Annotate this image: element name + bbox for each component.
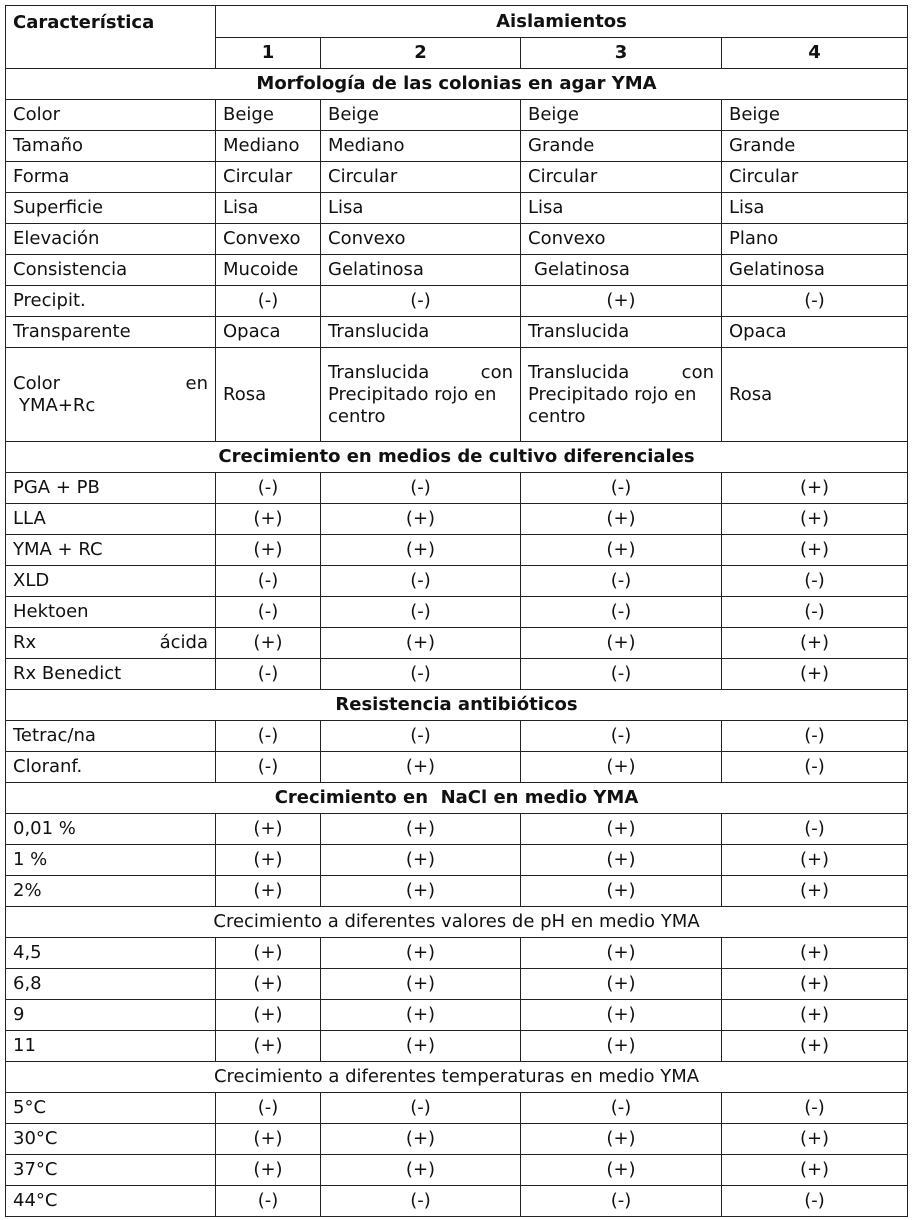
table-row [6, 1155, 908, 1186]
table-row [6, 752, 908, 783]
table-row [6, 535, 908, 566]
cell-isolate-4: (+) [722, 845, 908, 876]
row-label: PGA + PB [6, 473, 216, 504]
cell-isolate-2: (-) [321, 721, 521, 752]
cell-isolate-2: (+) [321, 969, 521, 1000]
table-row [6, 131, 908, 162]
cell-isolate-3: (+) [521, 504, 722, 535]
row-label: 6,8 [6, 969, 216, 1000]
cell-isolate-2: (+) [321, 504, 521, 535]
row-label: Tetrac/na [6, 721, 216, 752]
row-label: 1 % [6, 845, 216, 876]
row-label: 44°C [6, 1186, 216, 1217]
cell-isolate-3: Grande [521, 131, 722, 162]
cell-isolate-4: (+) [722, 876, 908, 907]
cell-isolate-2: (-) [321, 286, 521, 317]
cell-isolate-3: (-) [521, 566, 722, 597]
table-row [6, 100, 908, 131]
cell-isolate-4: Gelatinosa [722, 255, 908, 286]
cell-isolate-4: Beige [722, 100, 908, 131]
cell-isolate-3: (-) [521, 659, 722, 690]
cell-isolate-2: (+) [321, 814, 521, 845]
cell-isolate-3: Translucida [521, 317, 722, 348]
cell-isolate-4: (+) [722, 659, 908, 690]
row-label: 2% [6, 876, 216, 907]
section-nacl-title: Crecimiento en NaCl en medio YMA [6, 783, 908, 814]
cell-isolate-4: (+) [722, 1124, 908, 1155]
table-row [6, 224, 908, 255]
table-row [6, 255, 908, 286]
row-label [6, 348, 216, 442]
cell-isolate-4: (+) [722, 1155, 908, 1186]
cell-isolate-1: (-) [216, 1186, 321, 1217]
cell-isolate-2: (-) [321, 597, 521, 628]
cell-isolate-3: (-) [521, 473, 722, 504]
isolate-2-header: 2 [321, 38, 521, 69]
cell-isolate-4: (-) [722, 752, 908, 783]
cell-isolate-3: (+) [521, 1000, 722, 1031]
cell-isolate-1: (+) [216, 1000, 321, 1031]
cell-isolate-3: (-) [521, 1093, 722, 1124]
cell-isolate-4: (+) [722, 969, 908, 1000]
isolates-header: Aislamientos [216, 6, 908, 38]
row-label: 0,01 % [6, 814, 216, 845]
cell-isolate-2: Beige [321, 100, 521, 131]
cell-isolate-1: (+) [216, 845, 321, 876]
cell-isolate-3: (+) [521, 752, 722, 783]
row-label: Rx ácida [6, 628, 216, 659]
cell-isolate-2: (+) [321, 938, 521, 969]
cell-isolate-4: (+) [722, 535, 908, 566]
table-row [6, 1000, 908, 1031]
table-row [6, 1124, 908, 1155]
cell-isolate-4: Grande [722, 131, 908, 162]
cell-isolate-2: (-) [321, 1093, 521, 1124]
cell-isolate-1: (-) [216, 597, 321, 628]
cell-isolate-4: Circular [722, 162, 908, 193]
cell-isolate-1: Beige [216, 100, 321, 131]
cell-isolate-4: (+) [722, 628, 908, 659]
cell-isolate-4: (-) [722, 1186, 908, 1217]
cell-isolate-1: (+) [216, 814, 321, 845]
characterization-table [5, 5, 908, 1217]
cell-isolate-1: (+) [216, 535, 321, 566]
cell-isolate-3: Translucida con Precipitado rojo en centro [521, 348, 722, 442]
table-row [6, 628, 908, 659]
row-label: XLD [6, 566, 216, 597]
cell-isolate-2: Translucida con Precipitado rojo en centro [321, 348, 521, 442]
table-row [6, 193, 908, 224]
cell-isolate-4: (-) [722, 566, 908, 597]
section-temperature-title: Crecimiento a diferentes temperaturas en medio YMA [6, 1062, 908, 1093]
cell-isolate-4: (+) [722, 1000, 908, 1031]
table-row [6, 1186, 908, 1217]
cell-isolate-2: Convexo [321, 224, 521, 255]
section-morphology-title: Morfología de las colonias en agar YMA [6, 69, 908, 100]
cell-isolate-1: (+) [216, 1031, 321, 1062]
table-row [6, 473, 908, 504]
cell-isolate-1: (+) [216, 938, 321, 969]
cell-isolate-1: (+) [216, 628, 321, 659]
cell-isolate-3: (+) [521, 876, 722, 907]
cell-isolate-1: (-) [216, 659, 321, 690]
cell-isolate-1: (+) [216, 1155, 321, 1186]
cell-isolate-1: (+) [216, 504, 321, 535]
row-label: Tamaño [6, 131, 216, 162]
cell-isolate-4: Lisa [722, 193, 908, 224]
cell-isolate-4: Rosa [722, 348, 908, 442]
cell-isolate-2: (+) [321, 752, 521, 783]
cell-isolate-2: (+) [321, 1031, 521, 1062]
table-row [6, 504, 908, 535]
row-label: Rx Benedict [6, 659, 216, 690]
cell-isolate-1: (-) [216, 286, 321, 317]
cell-isolate-2: (-) [321, 566, 521, 597]
cell-isolate-3 [521, 255, 722, 286]
label-line-1: Color en [13, 372, 208, 394]
section-ph-title: Crecimiento a diferentes valores de pH en medio YMA [6, 907, 908, 938]
cell-isolate-2: Mediano [321, 131, 521, 162]
cell-isolate-3: (-) [521, 721, 722, 752]
row-label: Cloranf. [6, 752, 216, 783]
cell-isolate-4: (-) [722, 286, 908, 317]
row-label: YMA + RC [6, 535, 216, 566]
cell-isolate-1: (-) [216, 721, 321, 752]
table-row [6, 938, 908, 969]
cell-isolate-1: (+) [216, 876, 321, 907]
cell-isolate-2: (+) [321, 845, 521, 876]
characteristic-header: Característica [6, 6, 216, 69]
cell-isolate-3: (+) [521, 814, 722, 845]
table-row [6, 286, 908, 317]
table-row [6, 566, 908, 597]
isolate-4-header: 4 [722, 38, 908, 69]
cell-isolate-3: (+) [521, 969, 722, 1000]
cell-isolate-1: Opaca [216, 317, 321, 348]
table-row [6, 162, 908, 193]
row-label: Elevación [6, 224, 216, 255]
cell-isolate-1: (-) [216, 752, 321, 783]
table-row [6, 1031, 908, 1062]
row-label: Consistencia [6, 255, 216, 286]
table-row [6, 597, 908, 628]
cell-text: Gelatinosa [534, 259, 630, 280]
cell-isolate-4: (+) [722, 473, 908, 504]
table-row [6, 814, 908, 845]
cell-isolate-1: Convexo [216, 224, 321, 255]
cell-isolate-2: (-) [321, 659, 521, 690]
cell-isolate-1: Lisa [216, 193, 321, 224]
cell-isolate-3: Convexo [521, 224, 722, 255]
row-label: 11 [6, 1031, 216, 1062]
row-label: 4,5 [6, 938, 216, 969]
row-label: 9 [6, 1000, 216, 1031]
table-row [6, 845, 908, 876]
cell-isolate-1: (-) [216, 473, 321, 504]
row-label: 30°C [6, 1124, 216, 1155]
cell-isolate-4: (+) [722, 938, 908, 969]
cell-isolate-3: Circular [521, 162, 722, 193]
cell-isolate-4: Plano [722, 224, 908, 255]
row-label: Superficie [6, 193, 216, 224]
cell-isolate-2: (-) [321, 1186, 521, 1217]
isolate-3-header: 3 [521, 38, 722, 69]
cell-isolate-1: Circular [216, 162, 321, 193]
cell-isolate-1: (+) [216, 1124, 321, 1155]
cell-isolate-2: (+) [321, 1124, 521, 1155]
cell-isolate-1: (-) [216, 566, 321, 597]
cell-isolate-3: (+) [521, 286, 722, 317]
section-differential-title: Crecimiento en medios de cultivo diferenciales [6, 442, 908, 473]
row-label: Hektoen [6, 597, 216, 628]
cell-isolate-1: Mucoide [216, 255, 321, 286]
cell-isolate-4: (-) [722, 1093, 908, 1124]
cell-isolate-2: (+) [321, 628, 521, 659]
isolate-1-header: 1 [216, 38, 321, 69]
row-label: 37°C [6, 1155, 216, 1186]
label-line-2: YMA+Rc [19, 394, 96, 416]
cell-isolate-1: (+) [216, 969, 321, 1000]
cell-isolate-2: Circular [321, 162, 521, 193]
cell-isolate-4: Opaca [722, 317, 908, 348]
cell-isolate-1: Rosa [216, 348, 321, 442]
cell-isolate-3: Beige [521, 100, 722, 131]
cell-isolate-3: (+) [521, 938, 722, 969]
cell-isolate-1: (-) [216, 1093, 321, 1124]
cell-isolate-3: (-) [521, 1186, 722, 1217]
cell-isolate-3: (-) [521, 597, 722, 628]
table-row [6, 969, 908, 1000]
cell-isolate-4: (-) [722, 597, 908, 628]
row-label: 5°C [6, 1093, 216, 1124]
cell-isolate-3: (+) [521, 845, 722, 876]
cell-isolate-2: (+) [321, 1000, 521, 1031]
cell-isolate-3: (+) [521, 1155, 722, 1186]
row-label: Forma [6, 162, 216, 193]
table-row [6, 317, 908, 348]
section-antibiotics-title: Resistencia antibióticos [6, 690, 908, 721]
row-label: Color [6, 100, 216, 131]
cell-isolate-1: Mediano [216, 131, 321, 162]
cell-isolate-2: (+) [321, 1155, 521, 1186]
cell-isolate-4: (+) [722, 504, 908, 535]
table-row [6, 876, 908, 907]
row-label: Transparente [6, 317, 216, 348]
cell-isolate-3: (+) [521, 1124, 722, 1155]
cell-isolate-3: (+) [521, 535, 722, 566]
table-row [6, 659, 908, 690]
cell-isolate-3: (+) [521, 628, 722, 659]
cell-isolate-3: Lisa [521, 193, 722, 224]
table-row [6, 721, 908, 752]
cell-isolate-2: (+) [321, 876, 521, 907]
cell-isolate-2: (+) [321, 535, 521, 566]
cell-isolate-4: (-) [722, 721, 908, 752]
cell-isolate-4: (+) [722, 1031, 908, 1062]
row-label: Precipit. [6, 286, 216, 317]
cell-isolate-3: (+) [521, 1031, 722, 1062]
row-label: LLA [6, 504, 216, 535]
cell-isolate-2: Gelatinosa [321, 255, 521, 286]
cell-isolate-4: (-) [722, 814, 908, 845]
table-row [6, 1093, 908, 1124]
table-row [6, 348, 908, 442]
cell-isolate-2: Translucida [321, 317, 521, 348]
cell-isolate-2: Lisa [321, 193, 521, 224]
cell-isolate-2: (-) [321, 473, 521, 504]
